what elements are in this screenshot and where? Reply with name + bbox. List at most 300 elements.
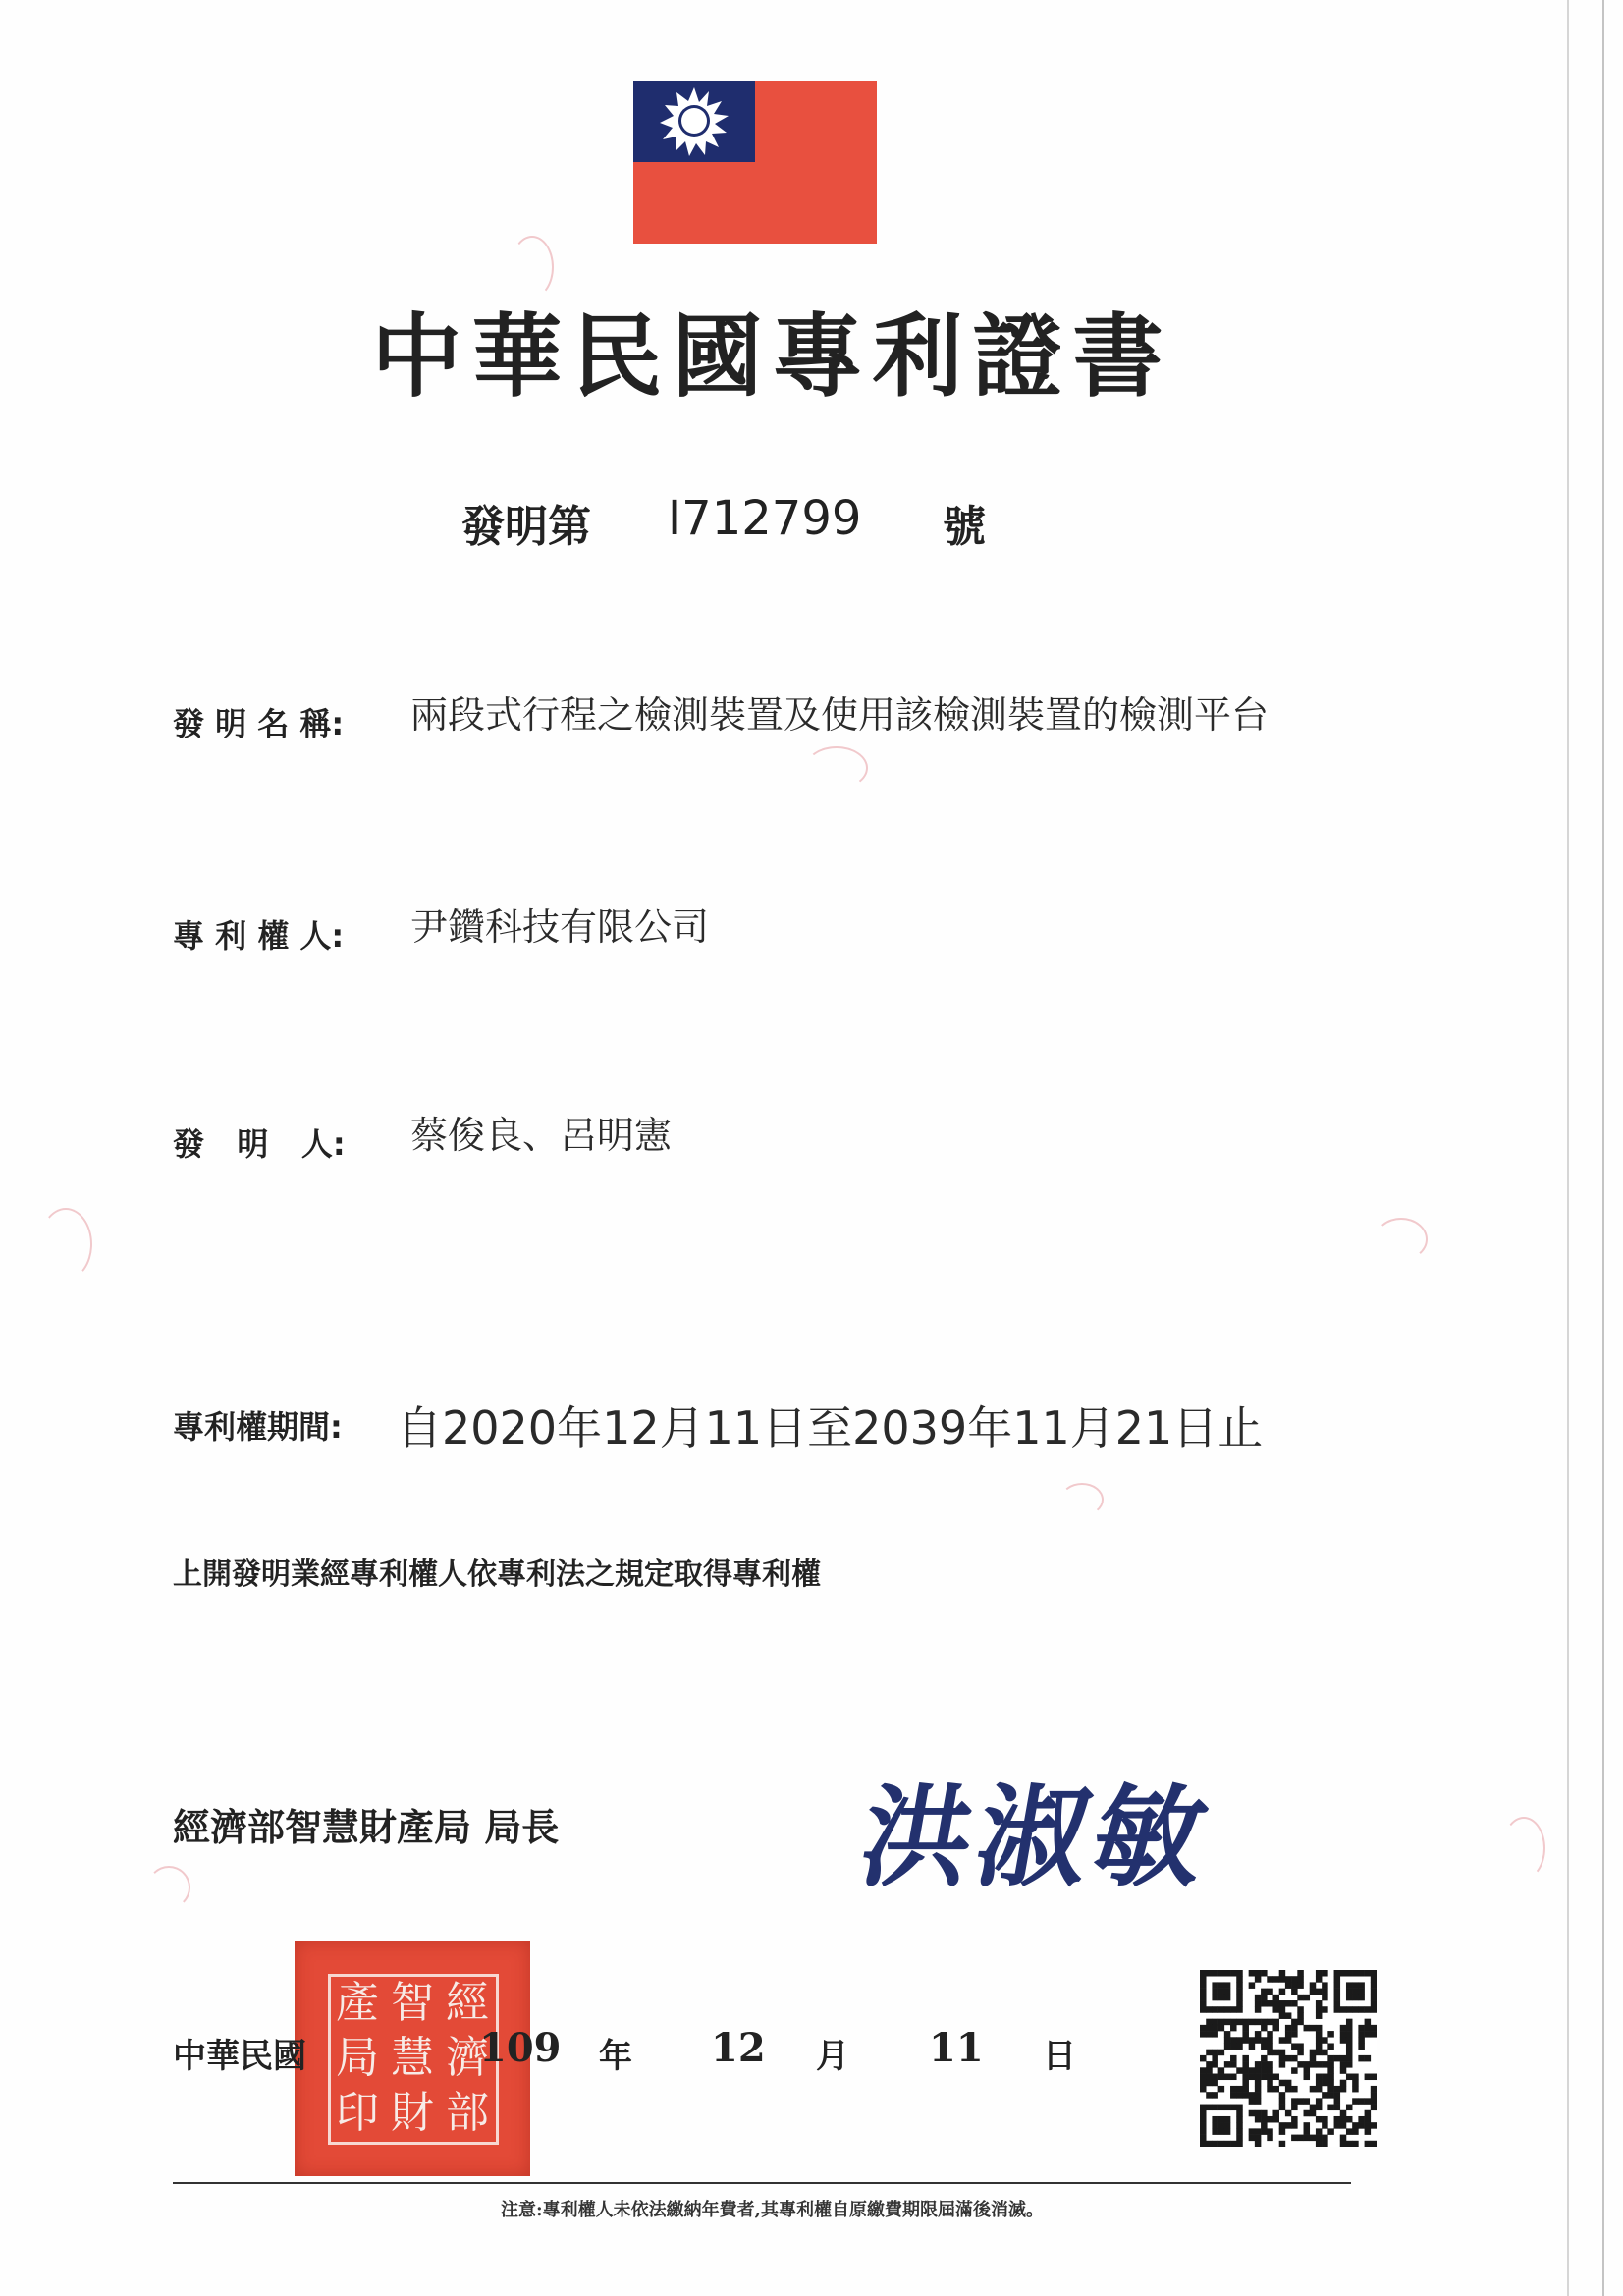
qr-module (1352, 2128, 1359, 2135)
qr-module (1255, 2098, 1262, 2105)
qr-module (1365, 2098, 1372, 2105)
qr-module (1255, 1976, 1262, 1983)
qr-module (1340, 1970, 1347, 1977)
qr-module (1236, 2006, 1243, 2013)
qr-module (1316, 2141, 1323, 2147)
qr-module (1272, 2050, 1279, 2056)
qr-module (1352, 1995, 1359, 2001)
qr-module (1371, 2006, 1377, 2013)
qr-module (1285, 2037, 1292, 2044)
qr-module (1371, 2025, 1377, 2032)
qr-module (1249, 1982, 1256, 1989)
qr-module (1365, 2055, 1372, 2062)
qr-module (1249, 2110, 1256, 2117)
qr-module (1285, 2025, 1292, 2032)
qr-module (1224, 2006, 1231, 2013)
qr-module (1322, 1982, 1328, 1989)
qr-module (1267, 2000, 1273, 2007)
date-day: 11 (929, 2025, 984, 2071)
invention-name-value: 兩段式行程之檢測裝置及使用該檢測裝置的檢測平台 (410, 693, 1270, 737)
qr-module (1267, 2116, 1273, 2123)
qr-module (1242, 2061, 1249, 2068)
qr-module (1261, 2061, 1268, 2068)
qr-module (1340, 2141, 1347, 2147)
date-day-unit: 日 (1043, 2037, 1076, 2076)
qr-module (1249, 2074, 1256, 2081)
qr-module (1291, 2135, 1298, 2142)
qr-code-icon (1200, 1970, 1377, 2147)
qr-module (1340, 2067, 1347, 2074)
qr-module (1200, 2105, 1207, 2111)
qr-module (1365, 2141, 1372, 2147)
qr-module (1218, 2105, 1225, 2111)
qr-module (1322, 1995, 1328, 2001)
qr-module (1200, 1976, 1207, 1983)
qr-module (1316, 2050, 1323, 2056)
qr-module (1230, 2141, 1237, 2147)
qr-module (1272, 2116, 1279, 2123)
qr-module (1236, 2000, 1243, 2007)
qr-module (1346, 1995, 1353, 2001)
qr-module (1224, 2061, 1231, 2068)
qr-module (1249, 2135, 1256, 2142)
qr-module (1267, 1989, 1273, 1995)
qr-module (1255, 1970, 1262, 1977)
qr-module (1224, 2074, 1231, 2081)
qr-module (1200, 1982, 1207, 1989)
qr-module (1218, 1970, 1225, 1977)
qr-module (1206, 2141, 1213, 2147)
qr-module (1322, 2050, 1328, 2056)
qr-module (1267, 2043, 1273, 2050)
qr-module (1297, 2012, 1304, 2019)
qr-module (1230, 2105, 1237, 2111)
qr-module (1327, 2061, 1334, 2068)
qr-module (1200, 2110, 1207, 2117)
qr-module (1255, 2037, 1262, 2044)
qr-module (1297, 2098, 1304, 2105)
qr-module (1322, 2135, 1328, 2142)
qr-module (1334, 2116, 1341, 2123)
qr-module (1279, 2006, 1286, 2013)
qr-module (1304, 2122, 1311, 2129)
qr-module (1316, 2061, 1323, 2068)
qr-module (1285, 1982, 1292, 1989)
qr-module (1212, 1995, 1218, 2001)
qr-module (1310, 2055, 1317, 2062)
qr-module (1236, 2037, 1243, 2044)
qr-module (1316, 2000, 1323, 2007)
qr-module (1334, 1970, 1341, 1977)
qr-module (1267, 2031, 1273, 2038)
qr-module (1279, 2012, 1286, 2019)
qr-module (1236, 2105, 1243, 2111)
qr-module (1272, 2086, 1279, 2093)
qr-module (1230, 1970, 1237, 1977)
scan-edge-line (1602, 0, 1604, 2296)
qr-module (1291, 2098, 1298, 2105)
qr-module (1261, 2128, 1268, 2135)
qr-module (1291, 2043, 1298, 2050)
qr-module (1279, 2122, 1286, 2129)
qr-module (1322, 2122, 1328, 2129)
qr-module (1200, 2025, 1207, 2032)
qr-module (1279, 2092, 1286, 2099)
qr-module (1261, 2074, 1268, 2081)
patentee-label: 專 利 權 人: (173, 917, 345, 955)
qr-module (1206, 2092, 1213, 2099)
qr-module (1340, 2135, 1347, 2142)
qr-module (1242, 2067, 1249, 2074)
qr-module (1200, 2074, 1207, 2081)
qr-module (1334, 1989, 1341, 1995)
qr-module (1249, 2043, 1256, 2050)
qr-module (1371, 2000, 1377, 2007)
qr-module (1334, 1976, 1341, 1983)
qr-module (1218, 2006, 1225, 2013)
date-era: 中華民國 (173, 2037, 306, 2076)
qr-module (1224, 1989, 1231, 1995)
qr-module (1346, 2031, 1353, 2038)
qr-module (1327, 2031, 1334, 2038)
qr-module (1346, 2105, 1353, 2111)
paper-fiber (147, 1866, 190, 1909)
qr-module (1285, 1976, 1292, 1983)
qr-module (1249, 1970, 1256, 1977)
qr-module (1316, 2098, 1323, 2105)
qr-module (1340, 2116, 1347, 2123)
qr-module (1255, 2110, 1262, 2117)
qr-module (1255, 2092, 1262, 2099)
qr-module (1272, 2000, 1279, 2007)
qr-module (1255, 2116, 1262, 2123)
qr-module (1200, 1989, 1207, 1995)
qr-module (1291, 1976, 1298, 1983)
qr-module (1242, 2055, 1249, 2062)
qr-module (1255, 2141, 1262, 2147)
date-year-unit: 年 (599, 2037, 632, 2076)
qr-module (1327, 2043, 1334, 2050)
qr-module (1297, 2019, 1304, 2026)
qr-module (1200, 1970, 1207, 1977)
qr-module (1322, 2092, 1328, 2099)
qr-module (1212, 1989, 1218, 1995)
qr-module (1371, 2031, 1377, 2038)
qr-module (1291, 2122, 1298, 2129)
qr-module (1358, 2122, 1365, 2129)
qr-module (1224, 2037, 1231, 2044)
qr-module (1218, 1989, 1225, 1995)
qr-module (1206, 2061, 1213, 2068)
qr-module (1272, 2025, 1279, 2032)
qr-module (1230, 2019, 1237, 2026)
qr-module (1291, 2025, 1298, 2032)
qr-module (1272, 1976, 1279, 1983)
qr-module (1272, 2074, 1279, 2081)
qr-module (1346, 2025, 1353, 2032)
qr-module (1212, 2031, 1218, 2038)
qr-module (1346, 2061, 1353, 2068)
qr-module (1310, 2105, 1317, 2111)
qr-module (1358, 1970, 1365, 1977)
qr-module (1267, 2037, 1273, 2044)
qr-module (1316, 2025, 1323, 2032)
qr-module (1310, 2061, 1317, 2068)
invention-name-label: 發 明 名 稱: (173, 705, 345, 742)
qr-module (1334, 2122, 1341, 2129)
qr-module (1291, 2000, 1298, 2007)
qr-module (1212, 2122, 1218, 2129)
qr-module (1218, 2050, 1225, 2056)
qr-module (1212, 2050, 1218, 2056)
qr-module (1236, 2086, 1243, 2093)
qr-module (1249, 2019, 1256, 2026)
qr-module (1206, 2025, 1213, 2032)
qr-module (1267, 2067, 1273, 2074)
qr-module (1242, 2074, 1249, 2081)
qr-module (1316, 2080, 1323, 2087)
qr-module (1340, 2031, 1347, 2038)
qr-module (1267, 2128, 1273, 2135)
qr-module (1236, 2067, 1243, 2074)
qr-module (1206, 2031, 1213, 2038)
paper-fiber (805, 746, 868, 790)
qr-module (1297, 2050, 1304, 2056)
qr-module (1242, 2080, 1249, 2087)
qr-module (1291, 2055, 1298, 2062)
qr-module (1242, 2092, 1249, 2099)
qr-module (1218, 1982, 1225, 1989)
qr-module (1236, 2122, 1243, 2129)
qr-module (1255, 2000, 1262, 2007)
qr-module (1279, 2098, 1286, 2105)
qr-module (1346, 2141, 1353, 2147)
qr-module (1279, 2037, 1286, 2044)
qr-module (1358, 1995, 1365, 2001)
qr-module (1327, 2128, 1334, 2135)
qr-module (1230, 2037, 1237, 2044)
qr-module (1224, 1970, 1231, 1977)
qr-module (1365, 2128, 1372, 2135)
qr-module (1249, 2067, 1256, 2074)
qr-module (1224, 2105, 1231, 2111)
qr-module (1236, 2135, 1243, 2142)
qr-module (1371, 2092, 1377, 2099)
qr-module (1304, 2098, 1311, 2105)
qr-module (1224, 2031, 1231, 2038)
qr-module (1346, 2043, 1353, 2050)
qr-module (1236, 1970, 1243, 1977)
qr-module (1327, 2067, 1334, 2074)
qr-module (1249, 2098, 1256, 2105)
director-signature: 洪淑敏 (850, 1774, 1221, 1902)
qr-module (1304, 1995, 1311, 2001)
qr-module (1212, 2092, 1218, 2099)
qr-module (1304, 2110, 1311, 2117)
qr-module (1365, 2019, 1372, 2026)
qr-module (1261, 1989, 1268, 1995)
qr-module (1212, 2128, 1218, 2135)
qr-module (1200, 2006, 1207, 2013)
qr-module (1352, 2080, 1359, 2087)
qr-module (1230, 2086, 1237, 2093)
qr-module (1304, 2067, 1311, 2074)
qr-module (1267, 2050, 1273, 2056)
qr-module (1327, 2105, 1334, 2111)
qr-module (1346, 2074, 1353, 2081)
qr-module (1267, 2080, 1273, 2087)
qr-module (1255, 2135, 1262, 2142)
qr-module (1310, 1989, 1317, 1995)
qr-module (1285, 2122, 1292, 2129)
qr-module (1371, 2098, 1377, 2105)
qr-module (1279, 2080, 1286, 2087)
qr-module (1316, 2135, 1323, 2142)
qr-module (1310, 2086, 1317, 2093)
qr-module (1316, 2037, 1323, 2044)
qr-module (1236, 2043, 1243, 2050)
qr-module (1346, 2055, 1353, 2062)
qr-module (1291, 2086, 1298, 2093)
qr-module (1255, 2061, 1262, 2068)
qr-module (1206, 2074, 1213, 2081)
patent-number-line (461, 491, 986, 554)
qr-module (1304, 2128, 1311, 2135)
qr-module (1236, 1982, 1243, 1989)
qr-module (1346, 2116, 1353, 2123)
qr-module (1346, 1989, 1353, 1995)
qr-module (1212, 2080, 1218, 2087)
qr-module (1297, 2006, 1304, 2013)
qr-module (1218, 2019, 1225, 2026)
qr-module (1242, 2037, 1249, 2044)
qr-module (1279, 2128, 1286, 2135)
qr-module (1358, 1989, 1365, 1995)
qr-module (1334, 2055, 1341, 2062)
qr-module (1334, 2092, 1341, 2099)
qr-module (1261, 2122, 1268, 2129)
qr-module (1365, 2116, 1372, 2123)
qr-module (1334, 1995, 1341, 2001)
qr-module (1322, 2037, 1328, 2044)
qr-module (1371, 2086, 1377, 2093)
qr-module (1340, 2110, 1347, 2117)
qr-module (1291, 1989, 1298, 1995)
qr-module (1206, 1970, 1213, 1977)
qr-module (1304, 2025, 1311, 2032)
qr-module (1346, 2050, 1353, 2056)
qr-module (1267, 2135, 1273, 2142)
qr-module (1261, 2116, 1268, 2123)
qr-module (1261, 1995, 1268, 2001)
qr-module (1316, 2006, 1323, 2013)
qr-module (1304, 2135, 1311, 2142)
patent-term-value: 自2020年12月11日至2039年11月21日止 (397, 1401, 1264, 1454)
qr-module (1334, 2006, 1341, 2013)
qr-module (1316, 2116, 1323, 2123)
qr-module (1316, 1976, 1323, 1983)
qr-module (1352, 2122, 1359, 2129)
qr-module (1285, 2055, 1292, 2062)
qr-module (1327, 2092, 1334, 2099)
date-month-unit: 月 (816, 2037, 849, 2076)
qr-module (1218, 2074, 1225, 2081)
qr-module (1261, 2043, 1268, 2050)
qr-module (1279, 2141, 1286, 2147)
qr-module (1279, 1976, 1286, 1983)
qr-module (1371, 1970, 1377, 1977)
qr-module (1322, 2061, 1328, 2068)
qr-module (1200, 2031, 1207, 2038)
qr-module (1212, 2025, 1218, 2032)
qr-module (1316, 2031, 1323, 2038)
qr-module (1212, 2116, 1218, 2123)
qr-module (1279, 1970, 1286, 1977)
qr-module (1212, 2105, 1218, 2111)
qr-module (1297, 2061, 1304, 2068)
qr-module (1285, 2080, 1292, 2087)
qr-module (1316, 1970, 1323, 1977)
qr-module (1291, 2019, 1298, 2026)
qr-module (1279, 2000, 1286, 2007)
qr-module (1212, 2019, 1218, 2026)
qr-module (1340, 2086, 1347, 2093)
qr-module (1371, 2122, 1377, 2129)
certificate-title: 中華民國專利證書 (371, 303, 1173, 410)
qr-module (1236, 2141, 1243, 2147)
qr-module (1212, 2141, 1218, 2147)
qr-module (1297, 1982, 1304, 1989)
qr-module (1249, 2092, 1256, 2099)
qr-module (1291, 2116, 1298, 2123)
qr-module (1200, 2141, 1207, 2147)
qr-module (1322, 2116, 1328, 2123)
grant-statement: 上開發明業經專利權人依專利法之規定取得專利權 (173, 1558, 821, 1592)
footer-rule (173, 2182, 1351, 2184)
qr-module (1322, 1989, 1328, 1995)
qr-module (1304, 2061, 1311, 2068)
qr-module (1371, 2105, 1377, 2111)
qr-module (1249, 2128, 1256, 2135)
qr-module (1230, 2025, 1237, 2032)
qr-module (1285, 2012, 1292, 2019)
qr-module (1206, 2019, 1213, 2026)
qr-module (1365, 2122, 1372, 2129)
inventor-label: 發 明 人: (173, 1125, 346, 1163)
qr-module (1352, 2098, 1359, 2105)
qr-module (1340, 2061, 1347, 2068)
date-month: 12 (711, 2025, 766, 2071)
qr-module (1236, 2116, 1243, 2123)
qr-module (1316, 2074, 1323, 2081)
paper-fiber (1375, 1218, 1428, 1261)
qr-module (1322, 2006, 1328, 2013)
patentee-value: 尹鑽科技有限公司 (410, 905, 710, 949)
qr-module (1212, 1970, 1218, 1977)
qr-module (1255, 2031, 1262, 2038)
qr-module (1242, 2019, 1249, 2026)
qr-module (1291, 2105, 1298, 2111)
qr-module (1212, 2006, 1218, 2013)
qr-module (1242, 2025, 1249, 2032)
qr-module (1310, 2050, 1317, 2056)
qr-module (1236, 1989, 1243, 1995)
qr-module (1261, 2067, 1268, 2074)
qr-module (1206, 2080, 1213, 2087)
patent-number-prefix: 發明第 (461, 502, 591, 552)
qr-module (1371, 1995, 1377, 2001)
qr-module (1358, 2037, 1365, 2044)
